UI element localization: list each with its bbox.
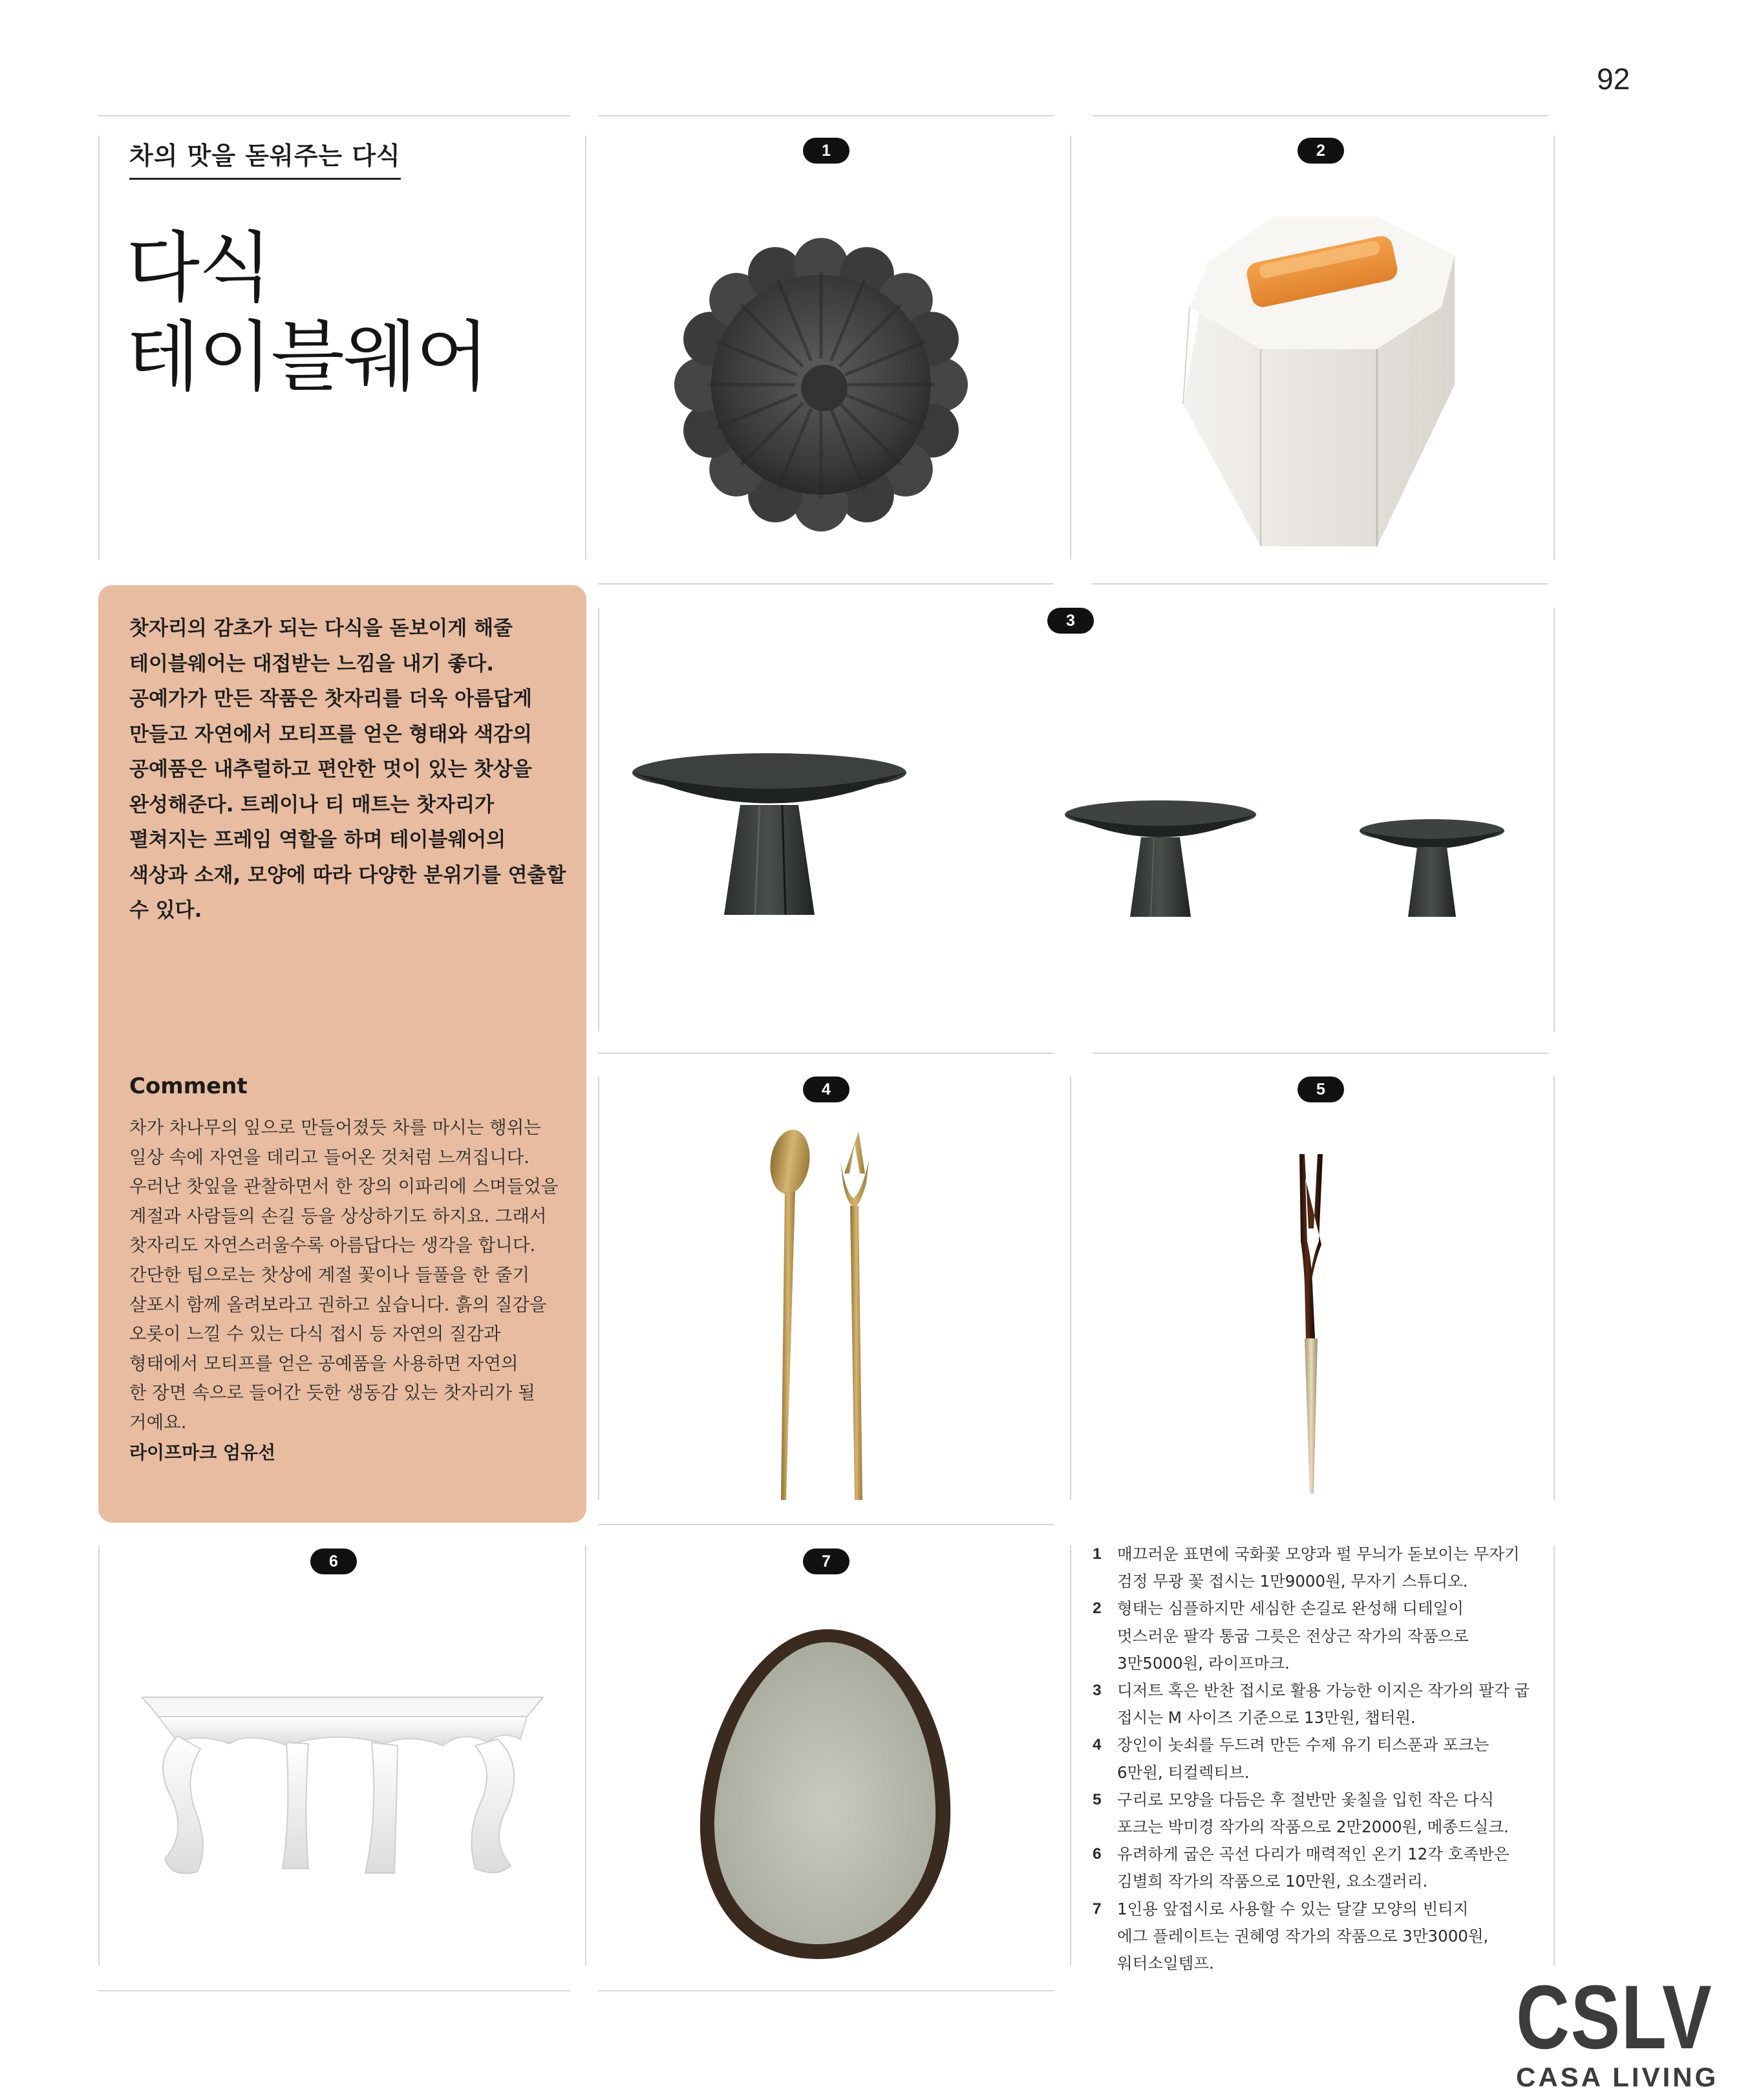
caption-line: 장인이 놋쇠를 두드려 만든 수제 유기 티스푼과 포크는	[1117, 1735, 1490, 1755]
rule	[1554, 136, 1555, 559]
rule	[98, 136, 100, 559]
caption-number: 6	[1093, 1845, 1102, 1863]
chrysanthemum-plate-photo	[666, 223, 976, 546]
rule	[598, 1077, 599, 1500]
caption-line: 김별희 작가의 작품으로 10만원, 요소갤러리.	[1117, 1872, 1428, 1891]
caption-item	[1093, 1677, 1545, 1731]
rule	[1554, 1545, 1555, 1966]
rule	[598, 583, 1054, 584]
item-badge-3: 3	[1047, 608, 1094, 634]
intro-line: 찻자리의 감초가 되는 다식을 돋보이게 해줄	[129, 617, 513, 640]
comment-line: 살포시 함께 올려보라고 권하고 싶습니다. 흙의 질감을	[129, 1294, 547, 1315]
rule	[1093, 583, 1548, 584]
item-badge-1: 1	[803, 138, 849, 164]
octagonal-bowl-photo	[1164, 210, 1474, 546]
comment-line: 오롯이 느낄 수 있는 다식 접시 등 자연의 질감과	[129, 1323, 501, 1345]
rule	[98, 1990, 570, 1991]
page-number: 92	[1597, 62, 1630, 96]
caption-item	[1093, 1595, 1545, 1677]
title-line: 다식	[126, 223, 271, 312]
logo-wordmark: CSLV	[1516, 1966, 1713, 2068]
caption-number: 2	[1093, 1600, 1102, 1618]
comment-line: 우러난 찻잎을 관찰하면서 한 장의 이파리에 스며들었을	[129, 1176, 559, 1197]
rule	[598, 608, 599, 1031]
rule	[1093, 1053, 1548, 1054]
caption-item	[1093, 1541, 1545, 1595]
title-line: 테이블웨어	[126, 312, 488, 402]
caption-number: 5	[1093, 1790, 1102, 1808]
comment-author: 라이프마크 엄유선	[129, 1442, 276, 1463]
rule	[598, 1053, 1054, 1054]
magazine-logo	[1516, 1966, 1741, 2093]
intro-line: 공예품은 내추럴하고 편안한 멋이 있는 찻상을	[129, 758, 532, 781]
egg-plate-photo	[695, 1626, 954, 1962]
caption-line: 포크는 박미경 작가의 작품으로 2만2000원, 메종드실크.	[1117, 1817, 1509, 1837]
caption-line: 멋스러운 팔각 통굽 그릇은 전상근 작가의 작품으로	[1117, 1626, 1469, 1645]
caption-line: 매끄러운 표면에 국화꽃 모양과 펄 무늬가 돋보이는 무자기	[1117, 1545, 1520, 1563]
caption-line: 6만원, 티컬렉티브.	[1117, 1762, 1250, 1782]
white-soban-table-photo	[139, 1684, 546, 1885]
rule	[1070, 136, 1071, 559]
caption-line: 1인용 앞접시로 사용할 수 있는 달걀 모양의 빈티지	[1117, 1899, 1469, 1918]
caption-number: 1	[1093, 1545, 1102, 1563]
section-kicker: 차의 맛을 돋워주는 다식	[129, 136, 401, 180]
item-badge-7: 7	[803, 1548, 849, 1574]
item-badge-6: 6	[310, 1548, 357, 1574]
caption-item	[1093, 1786, 1545, 1841]
comment-line: 일상 속에 자연을 데리고 들어온 것처럼 느껴집니다.	[129, 1146, 530, 1168]
caption-line: 3만5000원, 라이프마크.	[1117, 1653, 1290, 1673]
intro-line: 수 있다.	[129, 899, 202, 922]
intro-line: 만들고 자연에서 모티프를 얻은 형태와 색감의	[129, 722, 532, 746]
rule	[598, 1524, 1054, 1525]
rule	[1554, 1077, 1555, 1500]
brass-spoon-fork-photo	[743, 1122, 899, 1503]
intro-line: 완성해준다. 트레이나 티 매트는 찻자리가	[129, 793, 495, 817]
caption-line: 워터소일템프.	[1117, 1954, 1214, 1973]
rule	[1554, 608, 1555, 1031]
caption-item	[1093, 1841, 1545, 1895]
caption-line: 구리로 모양을 다듬은 후 절반만 옻칠을 입힌 작은 다식	[1117, 1790, 1494, 1809]
caption-line: 접시는 M 사이즈 기준으로 13만원, 챕터원.	[1117, 1708, 1416, 1728]
page-title	[126, 223, 488, 402]
comment-line: 거예요.	[129, 1411, 187, 1433]
caption-line: 에그 플레이트는 권혜영 작가의 작품으로 3만3000원,	[1117, 1926, 1489, 1945]
comment-text	[129, 1113, 575, 1438]
comment-heading: Comment	[129, 1073, 248, 1099]
comment-line: 한 장면 속으로 들어간 듯한 생동감 있는 찻자리가 될	[129, 1382, 535, 1404]
comment-line: 찻자리도 자연스러울수록 아름답다는 생각을 합니다.	[129, 1235, 536, 1256]
intro-line: 테이블웨어는 대접받는 느낌을 내기 좋다.	[129, 652, 495, 676]
rule	[585, 136, 586, 559]
pedestal-dishes-photo	[627, 744, 1506, 931]
item-badge-5: 5	[1298, 1077, 1344, 1102]
caption-line: 형태는 심플하지만 세심한 손길로 완성해 디테일이	[1117, 1599, 1464, 1618]
caption-number: 3	[1093, 1682, 1102, 1700]
caption-number: 7	[1093, 1900, 1102, 1918]
intro-line: 펼쳐지는 프레임 역할을 하며 테이블웨어의	[129, 828, 506, 852]
rule	[1093, 115, 1548, 116]
rule	[598, 1990, 1054, 1991]
captions	[1093, 1541, 1545, 1977]
caption-line: 유려하게 굽은 곡선 다리가 매력적인 온기 12각 호족반은	[1117, 1845, 1510, 1864]
rule	[98, 1545, 100, 1966]
logo-subtitle: CASA LIVING	[1516, 2062, 1719, 2092]
rule	[585, 1545, 586, 1966]
item-badge-4: 4	[803, 1077, 849, 1102]
caption-number: 4	[1093, 1736, 1102, 1754]
comment-line: 차가 차나무의 잎으로 만들어졌듯 차를 마시는 행위는	[129, 1117, 541, 1138]
intro-text	[129, 611, 569, 928]
comment-line: 형태에서 모티프를 얻은 공예품을 사용하면 자연의	[129, 1353, 518, 1374]
intro-line: 공예가가 만든 작품은 찻자리를 더욱 아름답게	[129, 687, 532, 711]
rule	[598, 115, 1054, 116]
rule	[1070, 1545, 1071, 1966]
caption-line: 검정 무광 꽃 접시는 1만9000원, 무자기 스튜디오.	[1117, 1572, 1468, 1591]
rule	[1070, 1077, 1071, 1500]
comment-line: 간단한 팁으로는 찻상에 계절 꽃이나 들풀을 한 줄기	[129, 1264, 530, 1285]
caption-item	[1093, 1731, 1545, 1786]
intro-line: 색상과 소재, 모양에 따라 다양한 분위기를 연출할	[129, 863, 566, 887]
comment-line: 계절과 사람들의 손길 등을 상상하기도 하지요. 그래서	[129, 1205, 547, 1227]
lacquer-fork-photo	[1280, 1144, 1358, 1500]
rule	[98, 115, 570, 116]
caption-line: 디저트 혹은 반찬 접시로 활용 가능한 이지은 작가의 팔각 굽	[1117, 1681, 1530, 1700]
caption-item	[1093, 1896, 1545, 1978]
item-badge-2: 2	[1298, 138, 1344, 164]
